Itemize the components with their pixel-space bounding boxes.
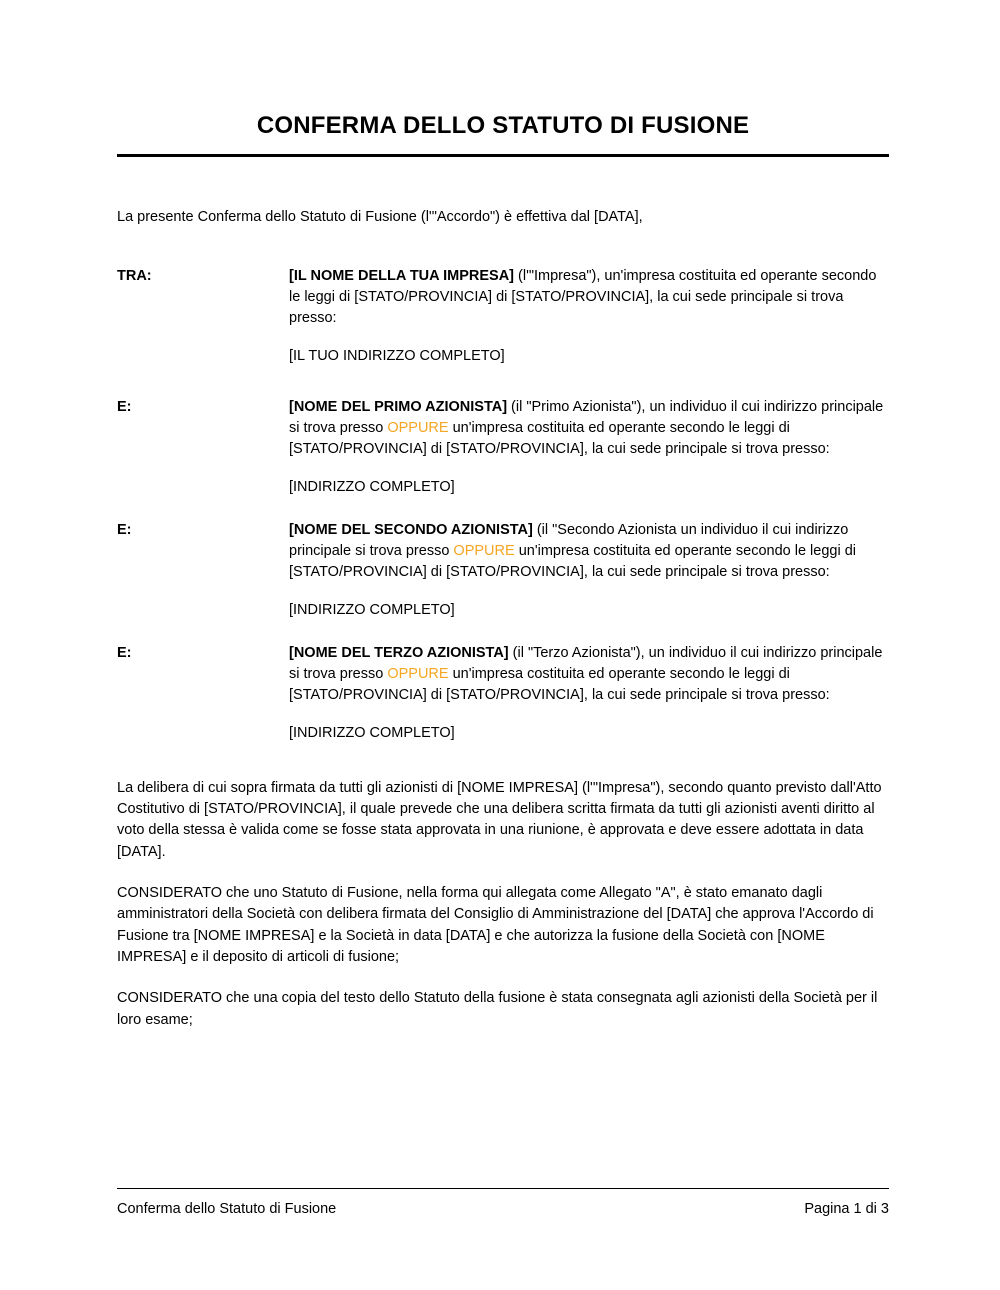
- party-block-third-shareholder: [117, 643, 889, 744]
- party-body-company: [289, 266, 889, 367]
- party-block-first-shareholder: [117, 397, 889, 498]
- title-divider: [117, 154, 889, 157]
- party-name-third-shareholder: [NOME DEL TERZO AZIONISTA]: [289, 644, 509, 661]
- party-block-company: [117, 266, 889, 367]
- recital-paragraph-resolution: La delibera di cui sopra firmata da tutti gli azionisti di [NOME IMPRESA] (l'"Impresa"), secondo quanto previsto dall'Atto Costitutivo di [STATO/PROVINCIA], il quale prevede che una delibera scritta firmata da tutti gli azionisti aventi diritto al voto della stessa è valida come se fosse stata approvata in una riunione, è approvata e deve essere adottata in data [DATA].: [117, 779, 882, 860]
- party-description: [289, 643, 889, 706]
- party-body-second-shareholder: [289, 520, 889, 621]
- page-footer: [117, 1188, 889, 1219]
- oppure-highlight: OPPURE: [453, 542, 515, 559]
- party-address-third-shareholder: [INDIRIZZO COMPLETO]: [289, 724, 455, 741]
- party-text-before: (il "Primo Azionista"), un individuo il cui indirizzo principale si trova presso: [289, 398, 884, 436]
- party-text-before: (l'"Impresa"), un'impresa costituita ed operante secondo le leggi di [STATO/PROVINCIA] di [STATO/PROVINCIA], la cui sede principale si trova presso:: [289, 267, 877, 326]
- party-address-first-shareholder: [INDIRIZZO COMPLETO]: [289, 478, 455, 495]
- parties-section: [117, 266, 889, 744]
- intro-paragraph: La presente Conferma dello Statuto di Fusione (l'"Accordo") è effettiva dal [DATA],: [117, 208, 643, 225]
- party-text-after: un'impresa costituita ed operante secondo le leggi di [STATO/PROVINCIA] di [STATO/PROVINCIA], la cui sede principale si trova presso:: [289, 419, 830, 457]
- oppure-highlight: OPPURE: [387, 665, 449, 682]
- footer-document-name: Conferma dello Statuto di Fusione: [117, 1201, 337, 1217]
- party-name-first-shareholder: [NOME DEL PRIMO AZIONISTA]: [289, 398, 508, 415]
- party-label-e-third: E:: [117, 644, 132, 661]
- footer-row: [117, 1189, 889, 1219]
- party-label-tra: TRA:: [117, 267, 152, 284]
- party-text-before: (il "Secondo Azionista un individuo il cui indirizzo principale si trova presso: [289, 521, 849, 559]
- document-content: [117, 0, 889, 1031]
- party-label-e-first: E:: [117, 398, 132, 415]
- party-text-before: (il "Terzo Azionista"), un individuo il cui indirizzo principale si trova presso: [289, 644, 883, 682]
- party-description: [289, 520, 889, 583]
- party-address-company: [IL TUO INDIRIZZO COMPLETO]: [289, 347, 505, 364]
- party-name-company: [IL NOME DELLA TUA IMPRESA]: [289, 267, 515, 284]
- oppure-highlight: OPPURE: [387, 419, 449, 436]
- party-text-after: un'impresa costituita ed operante secondo le leggi di [STATO/PROVINCIA] di [STATO/PROVINCIA], la cui sede principale si trova presso:: [289, 665, 830, 703]
- party-text-after: un'impresa costituita ed operante secondo le leggi di [STATO/PROVINCIA] di [STATO/PROVINCIA], la cui sede principale si trova presso:: [289, 542, 856, 580]
- party-address-second-shareholder: [INDIRIZZO COMPLETO]: [289, 601, 455, 618]
- party-description: [289, 397, 889, 460]
- party-label-e-second: E:: [117, 521, 132, 538]
- recital-paragraph-copy: CONSIDERATO che una copia del testo dello Statuto della fusione è stata consegnata agli azionisti della Società per il loro esame;: [117, 990, 878, 1028]
- page-title: CONFERMA DELLO STATUTO DI FUSIONE: [256, 112, 750, 139]
- footer-page-number: Pagina 1 di 3: [804, 1201, 889, 1217]
- recital-paragraph-articles: CONSIDERATO che uno Statuto di Fusione, nella forma qui allegata come Allegato "A", è stato emanato dagli amministratori della Società con delibera firmata del Consiglio di Amministrazione del [DATA] che approva l'Accordo di Fusione tra [NOME IMPRESA] e la Società in data [DATA] e che autorizza la fusione della Società con [NOME IMPRESA] e il deposito di articoli di fusione;: [117, 885, 874, 966]
- party-block-second-shareholder: [117, 520, 889, 621]
- party-body-third-shareholder: [289, 643, 889, 744]
- party-description: [289, 266, 889, 329]
- party-name-second-shareholder: [NOME DEL SECONDO AZIONISTA]: [289, 521, 533, 538]
- recitals-section: [117, 778, 889, 1031]
- party-body-first-shareholder: [289, 397, 889, 498]
